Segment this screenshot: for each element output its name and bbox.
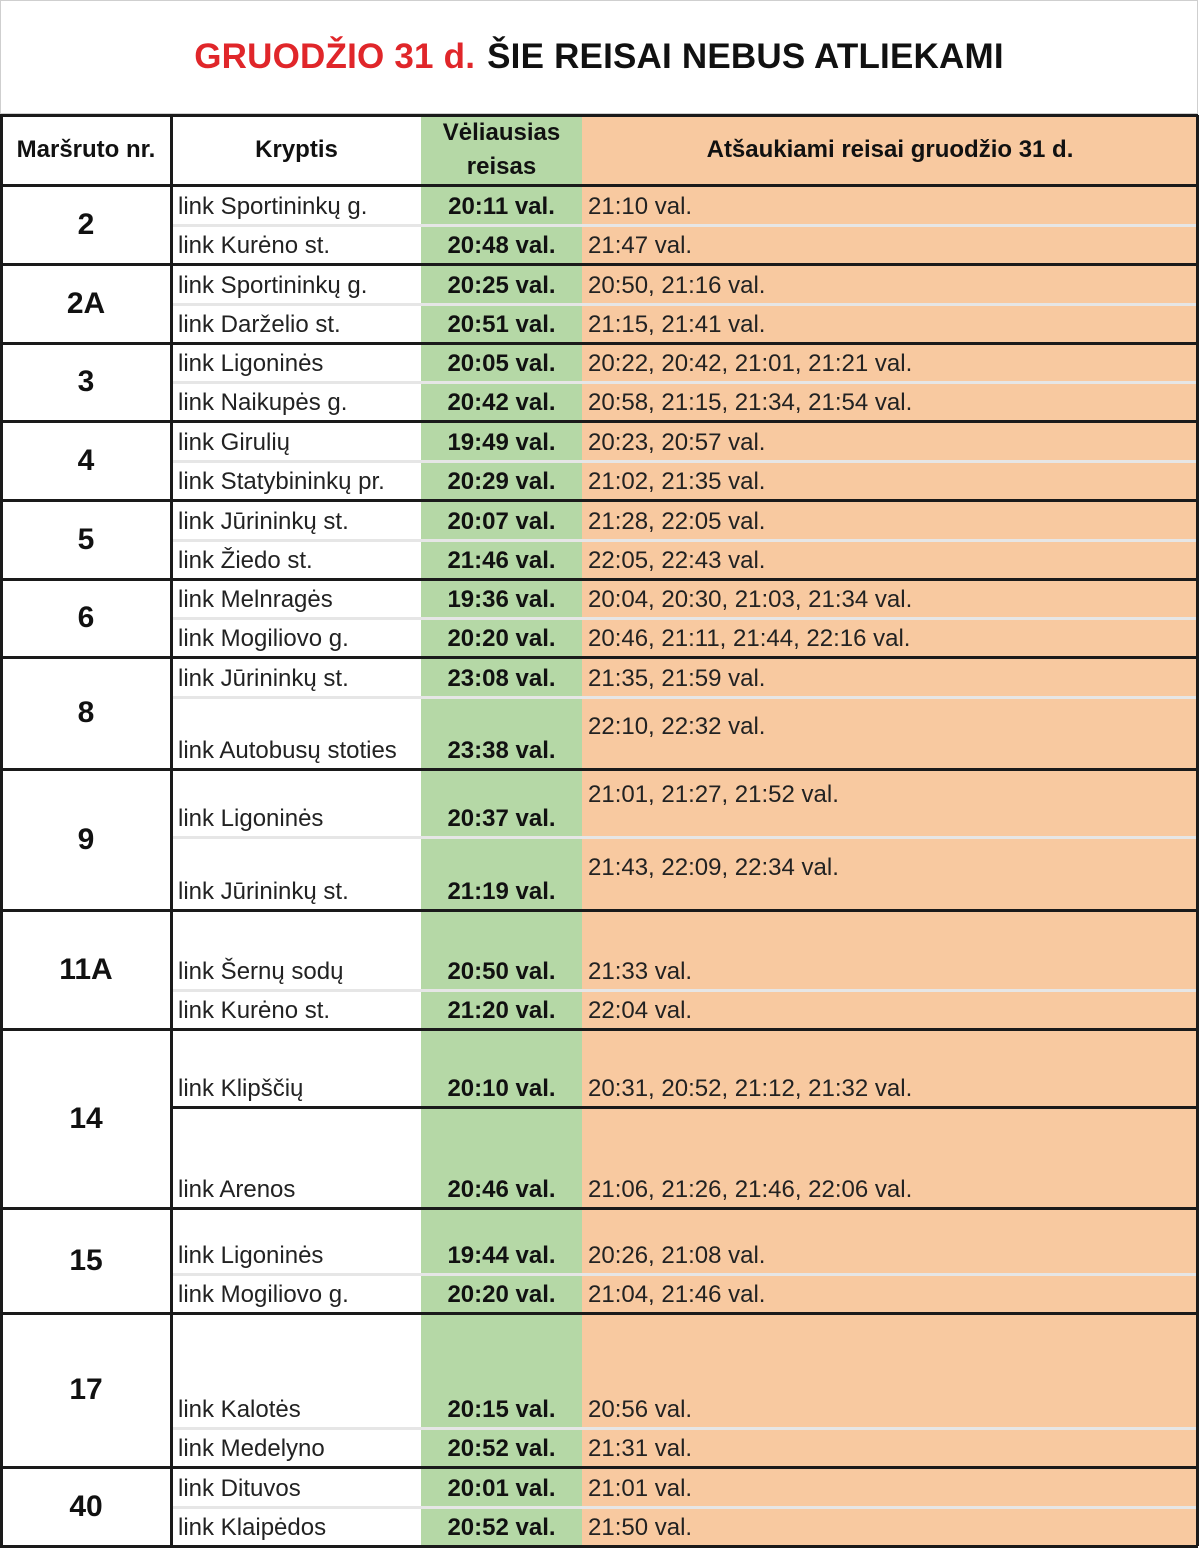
direction-cell: link Ligoninės	[178, 350, 324, 377]
direction-cell: link Jūrininkų st.	[178, 508, 349, 535]
title-date: GRUODŽIO 31 d.	[194, 37, 476, 76]
direction-cell: link Melnragės	[178, 586, 333, 613]
route-number: 2A	[66, 286, 106, 320]
direction-cell: link Darželio st.	[178, 311, 341, 338]
header-direction: Kryptis	[255, 136, 338, 163]
direction-cell: link Girulių	[178, 429, 291, 456]
row-divider	[172, 539, 1198, 542]
last-trip-cell: 20:51 val.	[447, 311, 556, 338]
header-cancelled: Atšaukiami reisai gruodžio 31 d.	[706, 136, 1074, 163]
route-number: 3	[77, 365, 95, 398]
row-divider	[172, 696, 1198, 699]
route-number: 8	[77, 696, 95, 729]
last-trip-cell: 21:19 val.	[447, 878, 556, 905]
cancelled-trips-cell: 21:43, 22:09, 22:34 val.	[588, 854, 839, 881]
last-trip-cell: 20:11 val.	[448, 193, 555, 220]
last-trip-cell: 19:49 val.	[447, 429, 556, 456]
last-trip-cell: 20:01 val.	[447, 1475, 556, 1502]
direction-cell: link Statybininkų pr.	[178, 468, 385, 495]
header-last-trip: Vėliausias reisas	[442, 119, 561, 180]
row-divider	[172, 303, 1198, 306]
route-number: 17	[69, 1373, 103, 1406]
direction-cell: link Jūrininkų st.	[178, 878, 349, 905]
cancelled-trips-cell: 21:47 val.	[588, 232, 693, 259]
direction-cell: link Naikupės g.	[178, 389, 348, 416]
cancelled-trips-cell: 21:28, 22:05 val.	[588, 508, 766, 535]
last-trip-cell: 19:44 val.	[447, 1242, 556, 1269]
direction-cell: link Žiedo st.	[178, 547, 313, 574]
direction-cell: link Mogiliovo g.	[178, 1281, 349, 1308]
direction-cell: link Kurėno st.	[178, 232, 331, 259]
row-divider	[172, 224, 1198, 227]
last-trip-cell: 20:50 val.	[447, 958, 556, 985]
left-border	[0, 115, 3, 1546]
route-number: 4	[77, 443, 95, 477]
route-number: 11A	[59, 952, 113, 986]
direction-cell: link Dituvos	[178, 1475, 301, 1502]
last-trip-cell: 20:07 val.	[447, 508, 556, 535]
route-number: 14	[69, 1101, 103, 1135]
cancelled-trips-cell: 21:10 val.	[588, 193, 693, 220]
direction-cell: link Sportininkų g.	[178, 272, 368, 299]
cancelled-trips-cell: 21:02, 21:35 val.	[588, 468, 766, 495]
last-trip-cell: 21:20 val.	[447, 997, 556, 1024]
last-trip-cell: 20:52 val.	[447, 1435, 556, 1462]
row-divider	[172, 617, 1198, 620]
last-trip-cell: 20:52 val.	[447, 1514, 556, 1541]
cancelled-trips-cell: 20:50, 21:16 val.	[588, 272, 766, 299]
direction-cell: link Šernų sodų	[178, 958, 344, 985]
row-divider	[172, 1506, 1198, 1509]
direction-cell: link Kalotės	[178, 1396, 301, 1423]
route-number: 9	[77, 822, 95, 856]
direction-cell: link Klipščių	[178, 1075, 304, 1102]
last-trip-cell: 23:38 val.	[447, 737, 556, 764]
cancelled-trips-cell: 20:23, 20:57 val.	[588, 429, 766, 456]
route-column-border	[170, 115, 173, 1546]
last-trip-cell: 20:29 val.	[447, 468, 556, 495]
cancelled-trips-cell: 20:56 val.	[588, 1396, 693, 1423]
cancelled-trips-cell: 20:46, 21:11, 21:44, 22:16 val.	[588, 625, 911, 652]
direction-cell: link Kurėno st.	[178, 997, 331, 1024]
cancelled-trips-cell: 20:22, 20:42, 21:01, 21:21 val.	[588, 350, 913, 377]
cancelled-trips-cell: 21:04, 21:46 val.	[588, 1281, 766, 1308]
cancelled-trips-cell: 21:15, 21:41 val.	[588, 311, 766, 338]
last-trip-cell: 20:25 val.	[447, 272, 556, 299]
cancelled-trips-cell: 22:10, 22:32 val.	[588, 713, 766, 740]
last-trip-cell: 23:08 val.	[447, 665, 556, 692]
route-number: 2	[77, 207, 95, 241]
row-divider	[172, 1106, 1198, 1109]
cancelled-trips-cell: 20:58, 21:15, 21:34, 21:54 val.	[588, 389, 913, 416]
route-number: 5	[77, 522, 95, 556]
row-divider	[172, 989, 1198, 992]
last-trip-cell: 20:37 val.	[447, 805, 556, 832]
route-number: 6	[77, 601, 95, 634]
direction-cell: link Ligoninės	[178, 805, 324, 832]
route-number: 15	[69, 1243, 103, 1277]
cancelled-trips-cell: 21:01, 21:27, 21:52 val.	[588, 781, 839, 808]
row-divider	[172, 1427, 1198, 1430]
page-title	[0, 0, 1198, 114]
last-trip-cell: 20:20 val.	[447, 1281, 556, 1308]
direction-cell: link Klaipėdos	[178, 1514, 327, 1541]
last-trip-cell: 20:15 val.	[447, 1396, 556, 1423]
direction-cell: link Sportininkų g.	[178, 193, 368, 220]
last-trip-cell: 20:46 val.	[447, 1176, 556, 1203]
cancelled-trips-cell: 21:35, 21:59 val.	[588, 665, 766, 692]
direction-cell: link Mogiliovo g.	[178, 625, 349, 652]
cancelled-trips-cell: 21:50 val.	[588, 1514, 693, 1541]
direction-cell: link Arenos	[178, 1176, 296, 1203]
cancelled-trips-cell: 21:31 val.	[588, 1435, 693, 1462]
row-divider	[172, 1273, 1198, 1276]
last-trip-cell: 19:36 val.	[447, 586, 556, 613]
last-trip-cell: 20:10 val.	[447, 1075, 556, 1102]
right-border	[1196, 115, 1199, 1546]
direction-cell: link Jūrininkų st.	[178, 665, 349, 692]
last-trip-cell: 20:20 val.	[447, 625, 556, 652]
row-divider	[172, 381, 1198, 384]
title-text: ŠIE REISAI NEBUS ATLIEKAMI	[487, 37, 1004, 76]
cancelled-trips-cell: 21:06, 21:26, 21:46, 22:06 val.	[588, 1176, 913, 1203]
last-trip-cell: 20:42 val.	[447, 389, 556, 416]
cancelled-trips-cell: 22:05, 22:43 val.	[588, 547, 766, 574]
cancelled-trips-cell: 20:26, 21:08 val.	[588, 1242, 766, 1269]
row-divider	[172, 836, 1198, 839]
cancelled-trips-cell: 21:01 val.	[588, 1475, 693, 1502]
row-divider	[172, 460, 1198, 463]
cancelled-trips-cell: 21:33 val.	[588, 958, 693, 985]
cancelled-trips-cell: 20:04, 20:30, 21:03, 21:34 val.	[588, 586, 913, 613]
cancelled-trips-cell: 22:04 val.	[588, 997, 693, 1024]
last-trip-cell: 20:48 val.	[447, 232, 556, 259]
direction-cell: link Autobusų stoties	[178, 737, 397, 764]
last-trip-cell: 21:46 val.	[447, 547, 556, 574]
route-number: 40	[69, 1489, 103, 1523]
cancelled-trips-cell: 20:31, 20:52, 21:12, 21:32 val.	[588, 1075, 913, 1102]
direction-cell: link Ligoninės	[178, 1242, 324, 1269]
table-top-border	[0, 114, 1198, 117]
direction-cell: link Medelyno	[178, 1435, 325, 1462]
header-route: Maršruto nr.	[16, 136, 156, 163]
last-trip-cell: 20:05 val.	[447, 350, 556, 377]
